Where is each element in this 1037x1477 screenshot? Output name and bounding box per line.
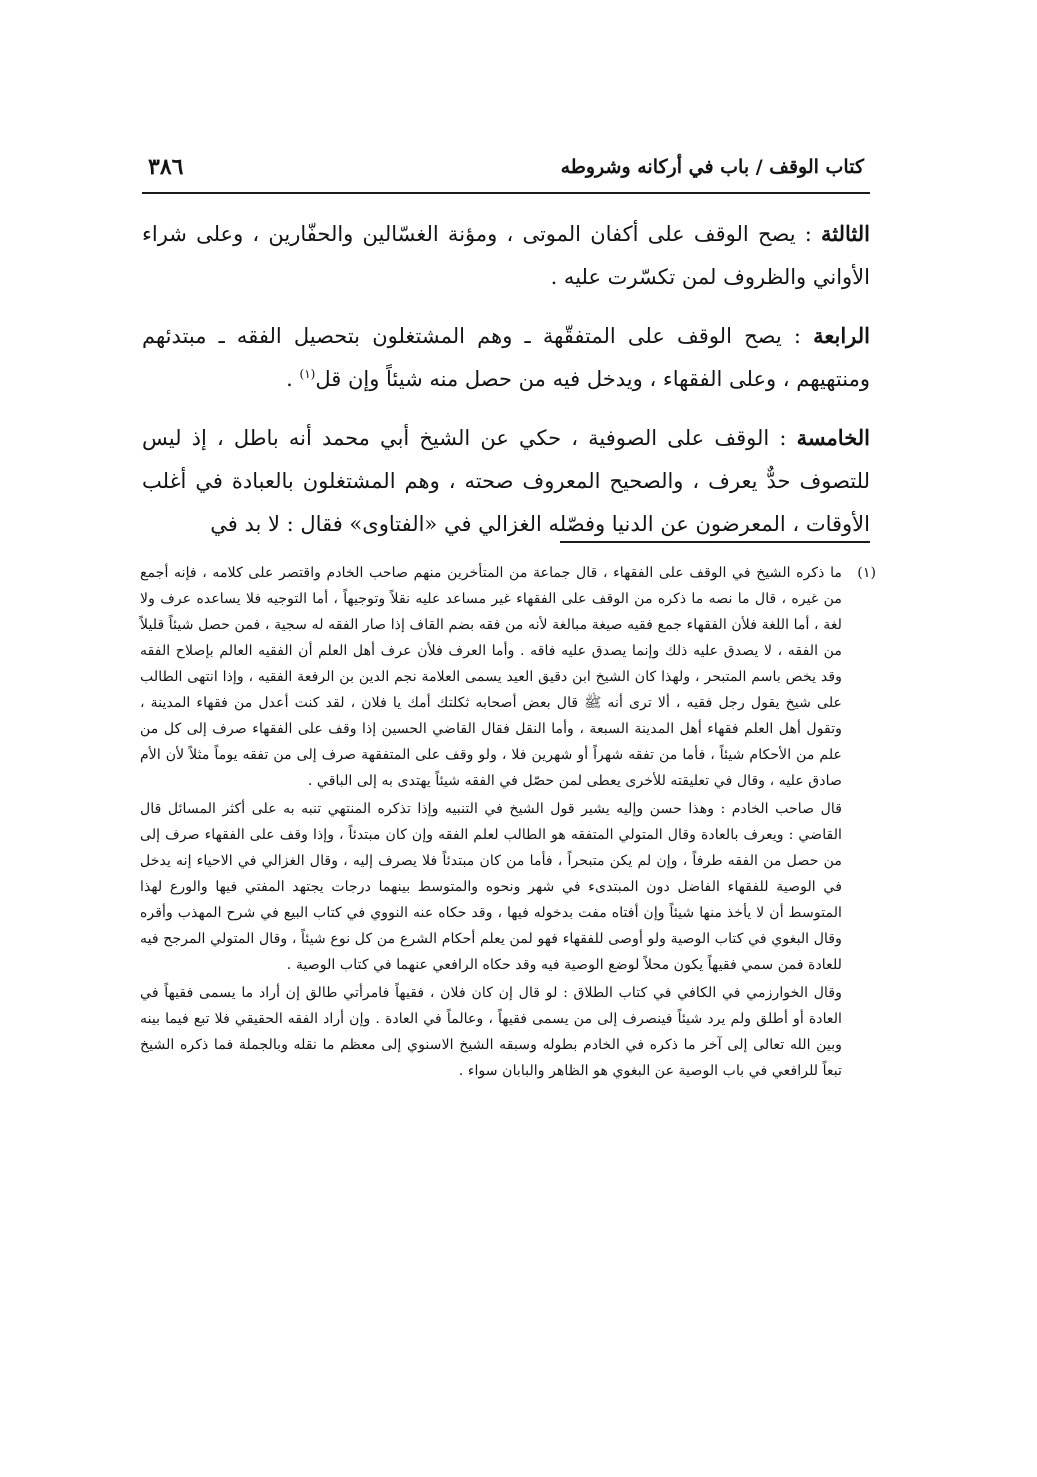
paragraph-tail: . — [286, 367, 300, 391]
paragraph-text: : يصح الوقف على المتفقّهة ـ وهم المشتغلون بتحصيل الفقه ـ مبتدئهم ومنتهيهم ، وعلى الفقهاء ، ويدخل فيه من حصل منه شيئاً وإن قل — [142, 324, 870, 391]
paragraph-label: الرابعة — [813, 323, 870, 348]
footnote-paragraph: وقال الخوارزمي في الكافي في كتاب الطلاق : لو قال إن كان فلان ، فقيهاً فامرأتي طالق إن أراد ما يسمى فقيهاً في العادة أو أطلق ولم يرد شيئاً فينصرف إلى من يسمى فقيهاً ، وعالماً في العادة . وإن أراد الفقه الحقيقي فلا تبع فيما بينه وبين الله تعالى إلى آخر ما ذكره في الخادم بطوله وسبقه الشيخ الاسنوي إلى معظم ما نقله وبالجملة فما ذكره الشيخ تبعاً للرافعي في باب الوصية عن البغوي هو الظاهر والبابان سواء . — [140, 985, 842, 1079]
paragraph-label: الثالثة — [821, 221, 870, 246]
footnote-reference[interactable]: (١) — [299, 367, 316, 381]
paragraph-fourth — [142, 314, 870, 401]
paragraph-fifth — [142, 416, 870, 546]
footnote-paragraph: قال صاحب الخادم : وهذا حسن وإليه يشير قول الشيخ في التنبيه وإذا تذكره المنتهي تنبه به على أكثر المسائل قال القاضي : ويعرف بالعادة وقال المتولي المتفقه هو الطالب لعلم الفقه وإن كان مبتدئاً ، وإذا وقف على الفقهاء صرف إلى من حصل من الفقه طرفاً ، وإن لم يكن متبحراً ، فأما من كان مبتدئاً فلا يصرف إليه ، وقال الغزالي في الاحياء إنه يدخل في الوصية للفقهاء الفاضل دون المبتدىء في شهر ونحوه والمتوسط بينهما درجات يجتهد المفتي فيها والورع لهذا المتوسط أن لا يأخذ منها شيئاً وإن أفتاه مفت بدخوله فيها ، وقد حكاه عنه النووي في كتاب البيع في شرح المهذب وأقره وقال البغوي في كتاب الوصية ولو أوصى للفقهاء فهو لمن يعلم أحكام الشرع من كل نوع شيئاً ، وقال المتولي المرجح فيه للعادة فمن سمي فقيهاً يكون محلاً لوضع الوصية فيه وقد حكاه الرافعي عنهما في كتاب الوصية . — [140, 801, 842, 973]
main-text — [142, 212, 870, 561]
footnote-divider — [560, 541, 870, 543]
paragraph-third — [142, 212, 870, 299]
paragraph-text: : يصح الوقف على أكفان الموتى ، ومؤنة الغسّالين والحفّارين ، وعلى شراء الأواني والظروف لمن تكسّرت عليه . — [142, 222, 870, 289]
chapter-title: كتاب الوقف / باب في أركانه وشروطه — [560, 156, 864, 178]
footnotes — [140, 560, 876, 1084]
footnote-paragraph: ما ذكره الشيخ في الوقف على الفقهاء ، قال جماعة من المتأخرين منهم صاحب الخادم واقتصر على كلامه ، فإنه أجمع من غيره ، قال ما نصه ما ذكره من الوقف على الفقهاء غير مساعد عليه نقلاً وتوجيهاً ، أما التوجيه فلا يساعده عرف ولا لغة ، أما اللغة فلأن الفقهاء جمع فقيه صيغة مبالغة لأنه من فقه بضم القاف إذا صار الفقه له سجية ، فمن حصل شيئاً قليلاً من الفقه ، لا يصدق عليه ذلك وإنما يصدق عليه فاقه . وأما العرف فلأن عرف أهل العلم أن الفقيه العالم بإصلاح الفقه وقد يخص باسم المتبحر ، ولهذا كان الشيخ ابن دقيق العيد يسمى العلامة نجم الدين بن الرفعة الفقيه ، وإذا انتهى الطالب على شيخ يقول رجل فقيه ، ألا ترى أنه ﷺ قال بعض أصحابه ثكلتك أمك يا فلان ، لقد كنت أعدل من فقهاء المدينة ، وتقول أهل العلم فقهاء أهل المدينة السبعة ، وأما النقل فقال القاضي الحسين إذا وقف على الفقهاء صرف إلى كل من علم من الأحكام شيئاً ، فأما من تفقه شهراً أو شهرين فلا ، ولو وقف على المتفقهة صرف إلى من تفقه يوماً مثلاً لأن الأم صادق عليه ، وقال في تعليقته للأخرى يعطى لمن حصّل في الفقه شيئاً يهتدى به إلى الباقي . — [140, 565, 842, 789]
running-header — [142, 150, 870, 194]
paragraph-text: : الوقف على الصوفية ، حكي عن الشيخ أبي محمد أنه باطل ، إذ ليس للتصوف حدٌّ يعرف ، والصحيح المعروف صحته ، وهم المشتغلون بالعبادة في أغلب الأوقات ، المعرضون عن الدنيا وفصّله الغزالي في «الفتاوى» فقال : لا بد في — [142, 426, 870, 536]
page-number: ٣٨٦ — [148, 154, 184, 180]
paragraph-label: الخامسة — [796, 425, 870, 450]
footnote-one — [140, 560, 876, 794]
footnote-marker: (١) — [857, 565, 876, 581]
